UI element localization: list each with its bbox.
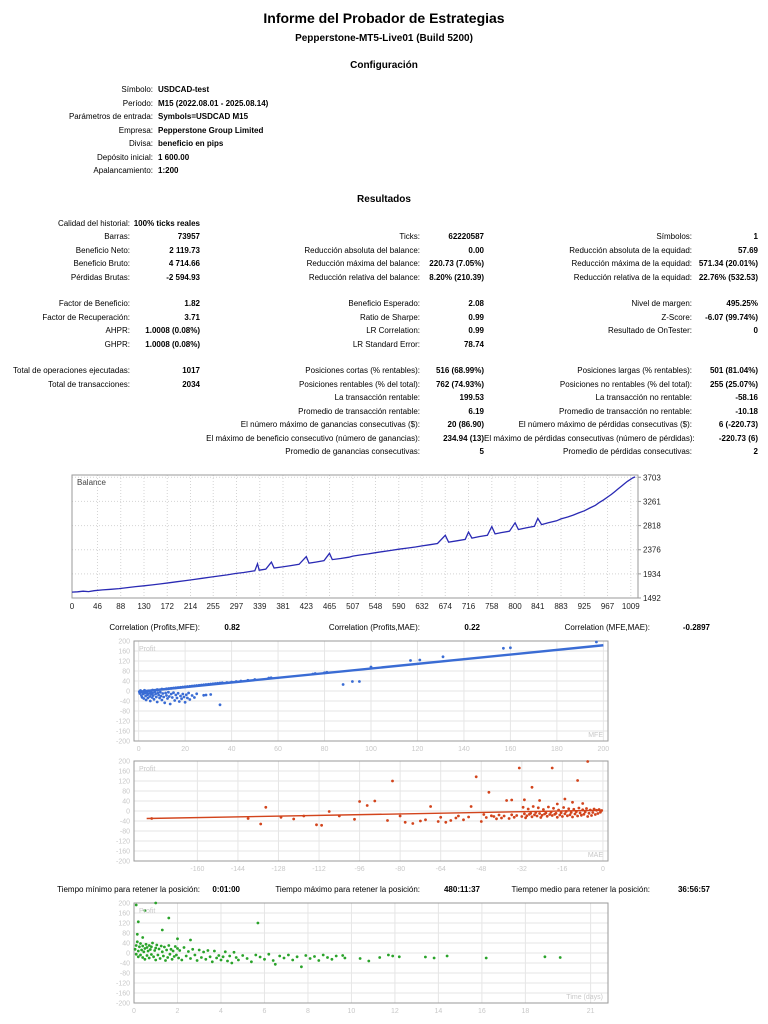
svg-text:1492: 1492 bbox=[643, 593, 661, 603]
result-value: 100% ticks reales bbox=[133, 218, 200, 228]
balance-line bbox=[72, 476, 635, 591]
holding-time-value: 480:11:37 bbox=[443, 884, 480, 894]
result-value: 2 bbox=[753, 447, 758, 456]
result-label: Posiciones largas (% rentables): bbox=[577, 366, 692, 375]
correlation-value: 0.22 bbox=[464, 622, 480, 632]
svg-text:40: 40 bbox=[122, 940, 130, 947]
svg-text:0: 0 bbox=[132, 1007, 136, 1015]
result-value: 6.19 bbox=[468, 406, 484, 416]
svg-text:-32: -32 bbox=[516, 865, 527, 873]
result-value: 0 bbox=[753, 326, 758, 335]
svg-text:20: 20 bbox=[181, 745, 190, 753]
svg-text:-160: -160 bbox=[115, 728, 130, 735]
svg-text:80: 80 bbox=[320, 745, 329, 753]
result-label: El número máximo de ganancias consecutivas ($): bbox=[240, 420, 420, 429]
config-label: Símbolo: bbox=[121, 85, 153, 94]
result-label: Promedio de transacción no rentable: bbox=[559, 406, 692, 416]
result-label: Promedio de pérdidas consecutivas: bbox=[563, 447, 692, 456]
result-value bbox=[692, 217, 758, 231]
result-label bbox=[200, 217, 420, 231]
svg-text:1934: 1934 bbox=[643, 569, 661, 579]
svg-text:-200: -200 bbox=[115, 738, 130, 745]
result-value: 20 (86.90) bbox=[447, 420, 484, 429]
svg-text:-48: -48 bbox=[476, 865, 487, 873]
svg-text:-120: -120 bbox=[115, 980, 130, 987]
svg-text:160: 160 bbox=[118, 768, 130, 775]
svg-text:-80: -80 bbox=[119, 708, 130, 715]
svg-text:0: 0 bbox=[126, 808, 130, 815]
correlations-row bbox=[0, 621, 768, 635]
svg-text:-64: -64 bbox=[435, 865, 446, 873]
svg-text:-96: -96 bbox=[354, 865, 365, 873]
result-label: El número máximo de pérdidas consecutivas ($): bbox=[518, 420, 692, 429]
svg-text:180: 180 bbox=[551, 745, 563, 753]
result-label bbox=[484, 338, 692, 352]
result-value: 8.20% (210.39) bbox=[429, 272, 484, 282]
svg-text:80: 80 bbox=[122, 788, 130, 795]
time-svg bbox=[108, 899, 614, 1017]
result-value bbox=[130, 445, 200, 459]
result-label bbox=[484, 217, 692, 231]
svg-text:16: 16 bbox=[477, 1007, 486, 1015]
result-value: 0.99 bbox=[468, 326, 484, 335]
svg-text:200: 200 bbox=[118, 638, 130, 645]
result-label: Posiciones no rentables (% del total): bbox=[559, 379, 692, 389]
svg-text:-40: -40 bbox=[119, 818, 130, 825]
result-value: 73957 bbox=[177, 232, 200, 241]
result-value: -58.16 bbox=[735, 393, 758, 402]
svg-text:-112: -112 bbox=[312, 865, 326, 873]
result-value: 199.53 bbox=[459, 393, 484, 402]
report-subtitle: Pepperstone-MT5-Live01 (Build 5200) bbox=[295, 33, 473, 44]
result-value: 0.00 bbox=[468, 245, 484, 255]
result-value: 571.34 (20.01%) bbox=[698, 259, 758, 268]
result-value: 1 bbox=[753, 232, 758, 241]
svg-text:MAE: MAE bbox=[587, 851, 603, 859]
result-value: 62220587 bbox=[448, 232, 484, 241]
result-label: Factor de Recuperación: bbox=[42, 312, 130, 322]
svg-text:8: 8 bbox=[305, 1007, 310, 1015]
result-value: 2.08 bbox=[468, 299, 484, 308]
svg-text:MFE: MFE bbox=[588, 731, 603, 739]
svg-text:339: 339 bbox=[253, 601, 267, 611]
result-label bbox=[0, 405, 130, 419]
correlation-label: Correlation (Profits,MFE): bbox=[109, 622, 200, 632]
time-scatter-chart bbox=[108, 899, 768, 1017]
svg-text:0: 0 bbox=[126, 950, 130, 957]
svg-text:-80: -80 bbox=[119, 828, 130, 835]
result-value: 6 (-220.73) bbox=[718, 420, 758, 429]
svg-text:46: 46 bbox=[93, 601, 102, 611]
svg-text:381: 381 bbox=[276, 601, 290, 611]
results-group bbox=[0, 217, 758, 285]
result-value: 0.99 bbox=[468, 312, 484, 322]
svg-text:120: 120 bbox=[411, 745, 424, 753]
config-value: Pepperstone Group Limited bbox=[158, 125, 264, 135]
svg-text:-128: -128 bbox=[271, 865, 286, 873]
result-label bbox=[0, 432, 130, 446]
holding-time-value: 0:01:00 bbox=[212, 884, 240, 894]
result-label: Ticks: bbox=[399, 232, 420, 241]
svg-text:-160: -160 bbox=[115, 990, 130, 997]
svg-text:40: 40 bbox=[122, 798, 130, 805]
section-heading-configuracion: Configuración bbox=[350, 60, 418, 71]
result-value bbox=[130, 432, 200, 446]
svg-text:160: 160 bbox=[118, 910, 130, 917]
svg-text:-144: -144 bbox=[230, 865, 245, 873]
result-value: 78.74 bbox=[463, 339, 484, 349]
svg-text:Profit: Profit bbox=[139, 645, 156, 653]
result-value: 501 (81.04%) bbox=[709, 366, 758, 375]
svg-text:80: 80 bbox=[122, 930, 130, 937]
correlation-label: Correlation (Profits,MAE): bbox=[328, 622, 420, 632]
svg-text:Profit: Profit bbox=[139, 765, 156, 773]
result-label bbox=[0, 418, 130, 432]
results-group bbox=[0, 364, 758, 459]
result-label: Z-Score: bbox=[661, 312, 692, 322]
svg-text:1009: 1009 bbox=[621, 601, 640, 611]
result-label: LR Correlation: bbox=[366, 326, 420, 335]
mfe-svg bbox=[108, 637, 614, 755]
config-label: Período: bbox=[122, 98, 153, 108]
correlation-value: 0.82 bbox=[224, 622, 240, 632]
svg-text:2818: 2818 bbox=[643, 521, 661, 531]
svg-text:-40: -40 bbox=[119, 960, 130, 967]
result-label: AHPR: bbox=[105, 326, 130, 335]
svg-text:-80: -80 bbox=[119, 970, 130, 977]
svg-text:548: 548 bbox=[368, 601, 383, 611]
result-label: Beneficio Esperado: bbox=[348, 299, 420, 308]
svg-text:800: 800 bbox=[508, 601, 522, 611]
svg-text:200: 200 bbox=[118, 900, 130, 907]
result-label: Factor de Beneficio: bbox=[58, 299, 130, 308]
result-label: Promedio de ganancias consecutivas: bbox=[285, 447, 420, 456]
result-label: Total de operaciones ejecutadas: bbox=[13, 366, 130, 375]
result-label: Ratio de Sharpe: bbox=[359, 312, 420, 322]
result-value bbox=[130, 418, 200, 432]
result-value bbox=[130, 405, 200, 419]
config-label: Parámetros de entrada: bbox=[68, 112, 153, 121]
svg-text:100: 100 bbox=[365, 745, 377, 753]
result-value: 220.73 (7.05%) bbox=[429, 259, 484, 268]
result-label: Total de transacciones: bbox=[48, 379, 130, 389]
result-value bbox=[420, 217, 484, 231]
section-heading-resultados: Resultados bbox=[357, 193, 411, 205]
result-label: La transacción rentable: bbox=[334, 393, 420, 402]
holding-time-label: Tiempo mínimo para retener la posición: bbox=[57, 884, 200, 894]
svg-text:120: 120 bbox=[118, 778, 130, 785]
config-value: 1:200 bbox=[158, 166, 179, 175]
result-value: 495.25% bbox=[726, 299, 758, 308]
result-value: 516 (68.99%) bbox=[435, 366, 484, 375]
result-value: -2 594.93 bbox=[166, 272, 200, 282]
svg-text:18: 18 bbox=[521, 1007, 530, 1015]
svg-text:Time (days): Time (days) bbox=[566, 993, 603, 1001]
svg-text:120: 120 bbox=[118, 658, 130, 665]
result-label: La transacción no rentable: bbox=[595, 393, 692, 402]
result-value: 5 bbox=[479, 447, 484, 456]
svg-text:674: 674 bbox=[438, 601, 452, 611]
svg-text:758: 758 bbox=[485, 601, 499, 611]
result-label: Barras: bbox=[104, 232, 130, 241]
result-label: Reducción relativa de la equidad: bbox=[573, 272, 692, 282]
result-value: 1.82 bbox=[184, 299, 200, 308]
result-label: Reducción absoluta de la equidad: bbox=[569, 245, 692, 255]
svg-text:0: 0 bbox=[136, 745, 141, 753]
result-label bbox=[0, 445, 130, 459]
result-label: Promedio de transacción rentable: bbox=[298, 406, 420, 416]
result-label: GHPR: bbox=[104, 339, 130, 349]
correlation-label: Correlation (MFE,MAE): bbox=[564, 622, 650, 632]
svg-text:3703: 3703 bbox=[643, 472, 661, 482]
svg-text:297: 297 bbox=[229, 601, 244, 611]
svg-text:3261: 3261 bbox=[643, 496, 661, 506]
mfe-scatter-chart bbox=[108, 637, 768, 755]
svg-text:40: 40 bbox=[227, 745, 236, 753]
holding-time-label: Tiempo máximo para retener la posición: bbox=[275, 884, 420, 894]
result-value: -220.73 (6) bbox=[718, 433, 758, 443]
result-value: 2034 bbox=[182, 379, 200, 389]
svg-text:841: 841 bbox=[531, 601, 545, 611]
holding-times-row bbox=[0, 883, 768, 897]
svg-text:2376: 2376 bbox=[643, 545, 661, 555]
svg-text:-160: -160 bbox=[190, 865, 205, 873]
svg-text:-120: -120 bbox=[115, 838, 130, 845]
result-value: 762 (74.93%) bbox=[435, 379, 484, 389]
result-value: 2 119.73 bbox=[169, 245, 200, 255]
svg-text:883: 883 bbox=[554, 601, 568, 611]
result-label bbox=[0, 391, 130, 405]
config-value: beneficio en pips bbox=[158, 139, 224, 148]
svg-text:140: 140 bbox=[458, 745, 470, 753]
svg-text:423: 423 bbox=[299, 601, 313, 611]
config-label: Divisa: bbox=[128, 139, 153, 148]
mae-svg bbox=[108, 757, 614, 875]
svg-text:214: 214 bbox=[183, 601, 198, 611]
result-label: Posiciones rentables (% del total): bbox=[299, 379, 420, 389]
results-group bbox=[0, 297, 758, 351]
svg-text:21: 21 bbox=[586, 1007, 595, 1015]
result-value: 234.94 (13) bbox=[443, 433, 484, 443]
report-title: Informe del Probador de Estrategias bbox=[263, 10, 505, 26]
result-label: Pérdidas Brutas: bbox=[70, 272, 130, 282]
config-value: 1 600.00 bbox=[158, 152, 190, 162]
result-value: 57.69 bbox=[737, 245, 758, 255]
balance-chart bbox=[70, 473, 768, 613]
svg-text:60: 60 bbox=[274, 745, 282, 753]
svg-text:-120: -120 bbox=[115, 718, 130, 725]
result-label: Reducción relativa del balance: bbox=[308, 272, 420, 282]
result-value: 4 714.66 bbox=[168, 259, 200, 268]
svg-text:632: 632 bbox=[415, 601, 429, 611]
svg-text:12: 12 bbox=[391, 1007, 399, 1015]
config-value: M15 (2022.08.01 - 2025.08.14) bbox=[158, 98, 269, 108]
result-label: Beneficio Bruto: bbox=[73, 259, 130, 268]
result-label: LR Standard Error: bbox=[352, 339, 420, 349]
config-value: USDCAD-test bbox=[158, 85, 210, 94]
svg-text:0: 0 bbox=[70, 601, 75, 611]
holding-time-label: Tiempo medio para retener la posición: bbox=[511, 884, 650, 894]
svg-text:40: 40 bbox=[122, 678, 130, 685]
result-label: Nivel de margen: bbox=[631, 299, 692, 308]
svg-text:2: 2 bbox=[175, 1007, 180, 1015]
result-label: El máximo de beneficio consecutivo (número de ganancias): bbox=[206, 433, 420, 443]
mae-scatter-chart bbox=[108, 757, 768, 875]
svg-text:172: 172 bbox=[160, 601, 174, 611]
svg-text:465: 465 bbox=[322, 601, 337, 611]
svg-text:200: 200 bbox=[118, 758, 130, 765]
svg-text:255: 255 bbox=[206, 601, 220, 611]
result-value bbox=[130, 391, 200, 405]
svg-text:-16: -16 bbox=[557, 865, 568, 873]
svg-text:120: 120 bbox=[118, 920, 130, 927]
svg-text:10: 10 bbox=[347, 1007, 356, 1015]
svg-text:88: 88 bbox=[116, 601, 126, 611]
result-value bbox=[692, 338, 758, 352]
result-value: -10.18 bbox=[735, 406, 758, 416]
result-value: 1017 bbox=[182, 366, 200, 375]
result-label: Reducción máxima del balance: bbox=[306, 259, 420, 268]
svg-text:-80: -80 bbox=[395, 865, 406, 873]
svg-text:14: 14 bbox=[434, 1007, 443, 1015]
svg-text:Profit: Profit bbox=[139, 907, 156, 915]
config-table bbox=[0, 83, 768, 178]
svg-text:-200: -200 bbox=[115, 1000, 130, 1007]
svg-text:-160: -160 bbox=[115, 848, 130, 855]
svg-text:130: 130 bbox=[137, 601, 151, 611]
result-label: Beneficio Neto: bbox=[75, 245, 130, 255]
result-value: 255 (25.07%) bbox=[709, 379, 758, 389]
result-label: El máximo de pérdidas consecutivas (número de pérdidas): bbox=[484, 433, 695, 443]
result-value: 1.0008 (0.08%) bbox=[145, 326, 200, 335]
result-label: Reducción absoluta del balance: bbox=[304, 245, 420, 255]
correlation-value: -0.2897 bbox=[682, 622, 710, 632]
svg-text:925: 925 bbox=[577, 601, 591, 611]
result-label: Reducción máxima de la equidad: bbox=[571, 259, 692, 268]
result-value: -6.07 (99.74%) bbox=[705, 312, 758, 322]
result-value: 1.0008 (0.08%) bbox=[145, 339, 200, 349]
svg-text:4: 4 bbox=[219, 1007, 223, 1015]
svg-text:80: 80 bbox=[122, 668, 130, 675]
balance-svg bbox=[70, 473, 668, 613]
config-label: Apalancamiento: bbox=[93, 166, 153, 175]
svg-text:-200: -200 bbox=[115, 858, 130, 865]
svg-text:-40: -40 bbox=[119, 698, 130, 705]
svg-text:716: 716 bbox=[461, 601, 476, 611]
holding-time-value: 36:56:57 bbox=[677, 884, 710, 894]
svg-text:590: 590 bbox=[392, 601, 406, 611]
svg-text:507: 507 bbox=[346, 601, 360, 611]
result-label: Resultado de OnTester: bbox=[607, 326, 692, 335]
svg-text:0: 0 bbox=[126, 688, 130, 695]
config-label: Empresa: bbox=[118, 125, 153, 135]
svg-text:0: 0 bbox=[600, 865, 605, 873]
result-value: 3.71 bbox=[184, 312, 200, 322]
config-label: Depósito inicial: bbox=[96, 152, 153, 162]
result-value: 22.76% (532.53) bbox=[698, 272, 758, 282]
result-label: Calidad del historial: bbox=[57, 218, 130, 228]
svg-text:160: 160 bbox=[118, 648, 130, 655]
results-table bbox=[0, 217, 758, 459]
config-value: Symbols=USDCAD M15 bbox=[158, 112, 249, 121]
svg-text:160: 160 bbox=[504, 745, 517, 753]
result-label: Posiciones cortas (% rentables): bbox=[305, 366, 420, 375]
svg-text:6: 6 bbox=[262, 1007, 267, 1015]
result-label: Símbolos: bbox=[656, 232, 692, 241]
svg-text:200: 200 bbox=[597, 745, 610, 753]
svg-text:Balance: Balance bbox=[77, 477, 106, 487]
svg-text:967: 967 bbox=[600, 601, 615, 611]
